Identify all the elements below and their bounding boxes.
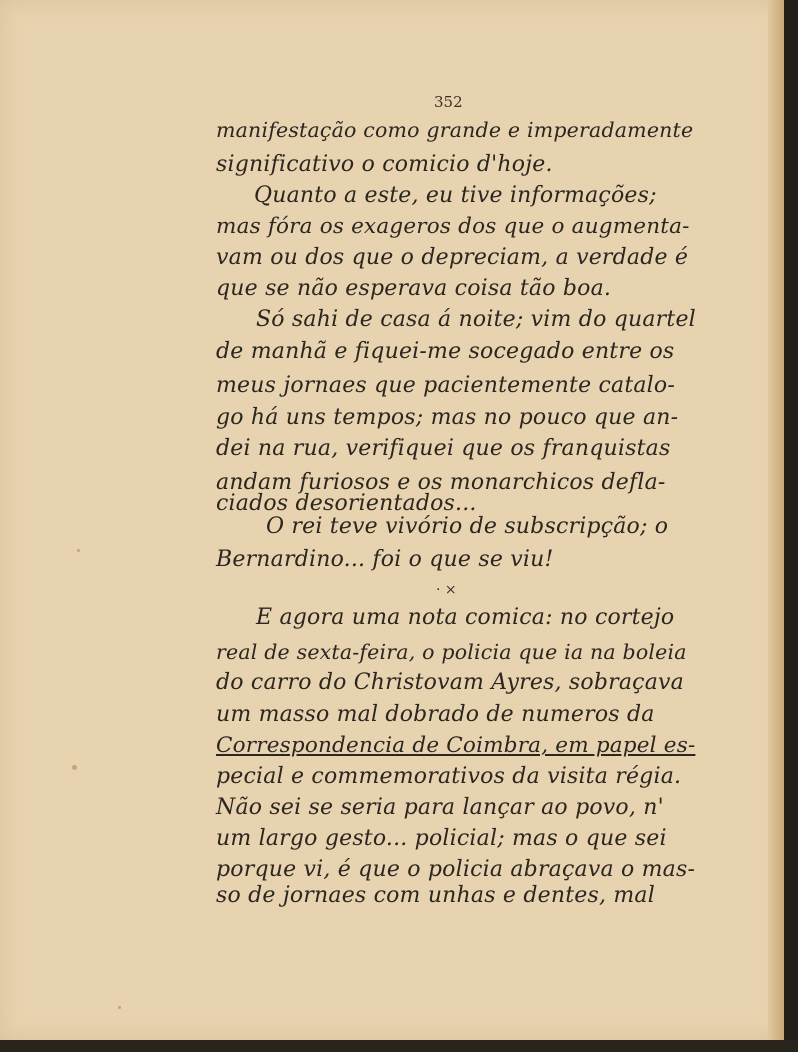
text-line: Só sahi de casa á noite; vim do quartel xyxy=(256,307,696,332)
text-line: um masso mal dobrado de numeros da xyxy=(216,702,655,727)
scan-border-right xyxy=(784,0,798,1052)
text-line: ciados desorientados... xyxy=(216,491,477,516)
text-line: significativo o comicio d'hoje. xyxy=(216,152,553,177)
scan-border-bottom xyxy=(0,1040,798,1052)
page-edge xyxy=(768,0,784,1040)
text-line: Não sei se seria para lançar ao povo, n' xyxy=(216,795,664,820)
page-number: 352 xyxy=(434,93,463,111)
text-line: vam ou dos que o depreciam, a verdade é xyxy=(216,245,689,270)
text-line: Correspondencia de Coimbra, em papel es- xyxy=(216,733,696,758)
text-line: pecial e commemorativos da visita régia. xyxy=(216,764,682,789)
text-line: porque vi, é que o policia abraçava o mas- xyxy=(216,857,696,882)
text-line: real de sexta-feira, o policia que ia na boleia xyxy=(216,640,687,664)
text-line: que se não esperava coisa tão boa. xyxy=(216,276,612,301)
section-separator: · × xyxy=(436,582,457,598)
text-line: E agora uma nota comica: no cortejo xyxy=(256,605,675,630)
text-line: meus jornaes que pacientemente catalo- xyxy=(216,373,675,398)
text-line: de manhã e fiquei-me socegado entre os xyxy=(216,339,675,364)
text-line: O rei teve vivório de subscripção; o xyxy=(266,514,669,539)
text-line: go há uns tempos; mas no pouco que an- xyxy=(216,405,679,430)
text-line: Bernardino... foi o que se viu! xyxy=(216,547,554,572)
paper-speck xyxy=(77,549,80,552)
text-line: um largo gesto... policial; mas o que sei xyxy=(216,826,667,851)
text-line: Quanto a este, eu tive informações; xyxy=(254,183,657,208)
paper-speck xyxy=(118,1006,121,1009)
text-line: manifestação como grande e imperadamente xyxy=(216,118,694,142)
paper-speck xyxy=(72,765,77,770)
text-line: dei na rua, verifiquei que os franquistas xyxy=(216,436,671,461)
text-line: so de jornaes com unhas e dentes, mal xyxy=(216,883,655,908)
text-line: do carro do Christovam Ayres, sobraçava xyxy=(216,670,684,695)
text-line: andam furiosos e os monarchicos defla- xyxy=(216,470,666,495)
text-line: mas fóra os exageros dos que o augmenta- xyxy=(216,214,690,239)
